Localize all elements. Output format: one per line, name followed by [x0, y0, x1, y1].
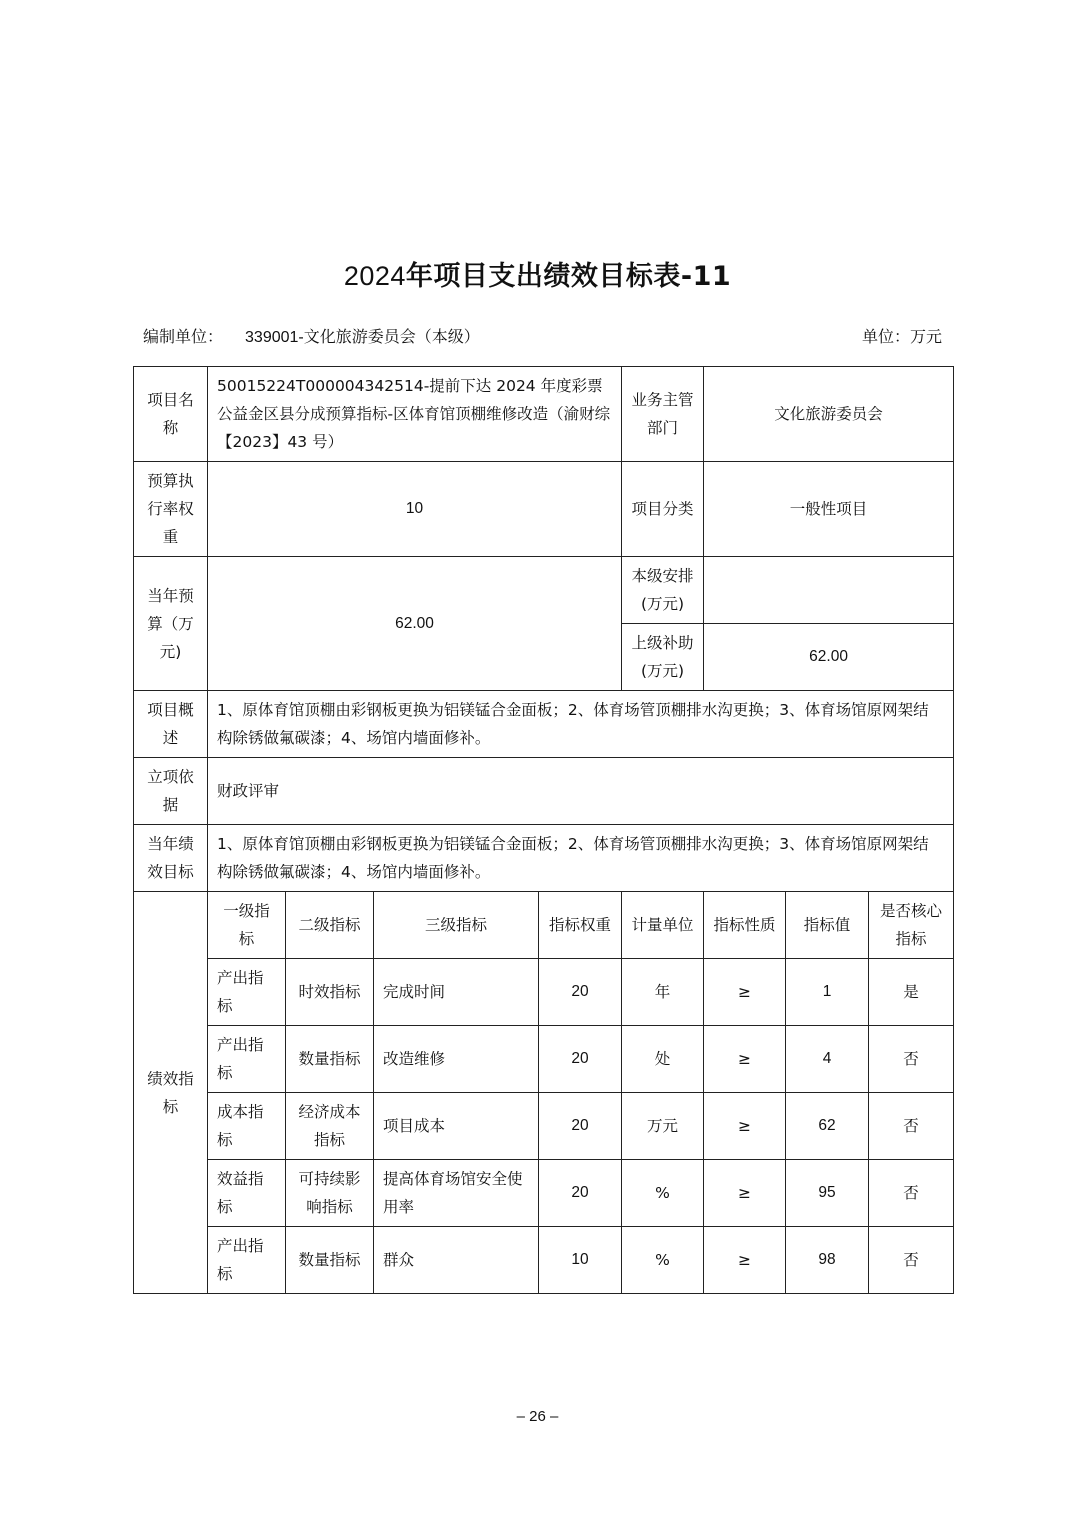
header-nature: 指标性质: [704, 892, 786, 959]
unit-label: 编制单位：: [143, 327, 224, 346]
row-level1: 效益指标: [208, 1160, 286, 1227]
row-level1: 产出指标: [208, 1227, 286, 1294]
row-nature: ≥: [704, 959, 786, 1026]
project-name-value: 50015224T000004342514-提前下达 2024 年度彩票公益金区县分成预算指标-区体育馆顶棚维修改造（渝财综【2023】43 号）: [208, 367, 622, 462]
upper-value: 62.00: [704, 624, 954, 691]
row-weight: 20: [539, 959, 622, 1026]
row-unit: %: [622, 1227, 704, 1294]
basis-label: 立项依据: [134, 758, 208, 825]
page-number: – 26 –: [516, 1408, 559, 1425]
project-name-label: 项目名称: [134, 367, 208, 462]
table-row: [134, 1093, 954, 1160]
row-value: 1: [786, 959, 869, 1026]
header-core: 是否核心指标: [869, 892, 954, 959]
dept-value: 文化旅游委员会: [704, 367, 954, 462]
title-text: 年项目支出绩效目标表-11: [405, 261, 732, 292]
row-nature: ≥: [704, 1093, 786, 1160]
row-core: 否: [869, 1026, 954, 1093]
row-unit: 处: [622, 1026, 704, 1093]
row-level1: 成本指标: [208, 1093, 286, 1160]
row-level2: 数量指标: [286, 1026, 374, 1093]
row-nature: ≥: [704, 1227, 786, 1294]
row-value: 62: [786, 1093, 869, 1160]
row-weight: 20: [539, 1160, 622, 1227]
row-level3: 项目成本: [374, 1093, 539, 1160]
exec-weight-value: 10: [208, 462, 622, 557]
row-level3: 完成时间: [374, 959, 539, 1026]
row-value: 95: [786, 1160, 869, 1227]
header-unit: 计量单位: [622, 892, 704, 959]
currency-label: 单位：万元: [861, 327, 942, 346]
row-core: 否: [869, 1227, 954, 1294]
row-unit: %: [622, 1160, 704, 1227]
dept-label: 业务主管部门: [622, 367, 704, 462]
row-level1: 产出指标: [208, 959, 286, 1026]
row-level2: 可持续影响指标: [286, 1160, 374, 1227]
category-label: 项目分类: [622, 462, 704, 557]
row-unit: 万元: [622, 1093, 704, 1160]
goal-value: 1、原体育馆顶棚由彩钢板更换为铝镁锰合金面板；2、体育场管顶棚排水沟更换；3、体育场馆原网架结构除锈做氟碳漆；4、场馆内墙面修补。: [208, 825, 954, 892]
local-value: [704, 557, 954, 624]
header-level1: 一级指标: [208, 892, 286, 959]
overview-value: 1、原体育馆顶棚由彩钢板更换为铝镁锰合金面板；2、体育场管顶棚排水沟更换；3、体育场馆原网架结构除锈做氟碳漆；4、场馆内墙面修补。: [208, 691, 954, 758]
overview-label: 项目概述: [134, 691, 208, 758]
row-core: 否: [869, 1160, 954, 1227]
row-level3: 群众: [374, 1227, 539, 1294]
page-title: [0, 254, 1075, 293]
row-unit: 年: [622, 959, 704, 1026]
header-value: 指标值: [786, 892, 869, 959]
basis-value: 财政评审: [208, 758, 954, 825]
category-value: 一般性项目: [704, 462, 954, 557]
row-value: 98: [786, 1227, 869, 1294]
exec-weight-label: 预算执行率权重: [134, 462, 208, 557]
header-level3: 三级指标: [374, 892, 539, 959]
header-level2: 二级指标: [286, 892, 374, 959]
row-core: 是: [869, 959, 954, 1026]
budget-value: 62.00: [208, 557, 622, 691]
title-year: 2024: [343, 261, 406, 291]
header-weight: 指标权重: [539, 892, 622, 959]
row-level2: 时效指标: [286, 959, 374, 1026]
row-level2: 数量指标: [286, 1227, 374, 1294]
unit-info: [143, 324, 480, 347]
row-level2: 经济成本指标: [286, 1093, 374, 1160]
table-row: [134, 959, 954, 1026]
row-weight: 20: [539, 1093, 622, 1160]
row-level3: 改造维修: [374, 1026, 539, 1093]
upper-label: 上级补助(万元): [622, 624, 704, 691]
indicators-section-label: 绩效指标: [134, 892, 208, 1294]
table-row: [134, 1227, 954, 1294]
row-weight: 20: [539, 1026, 622, 1093]
table-row: [134, 1160, 954, 1227]
row-level3: 提高体育场馆安全使用率: [374, 1160, 539, 1227]
goal-label: 当年绩效目标: [134, 825, 208, 892]
performance-table: [133, 366, 954, 1294]
row-value: 4: [786, 1026, 869, 1093]
row-nature: ≥: [704, 1026, 786, 1093]
indicator-header-row: [134, 892, 954, 959]
row-level1: 产出指标: [208, 1026, 286, 1093]
table-row: [134, 1026, 954, 1093]
unit-value: 339001-文化旅游委员会（本级）: [245, 329, 480, 346]
local-label: 本级安排(万元): [622, 557, 704, 624]
row-core: 否: [869, 1093, 954, 1160]
budget-label: 当年预算（万元): [134, 557, 208, 691]
row-weight: 10: [539, 1227, 622, 1294]
row-nature: ≥: [704, 1160, 786, 1227]
